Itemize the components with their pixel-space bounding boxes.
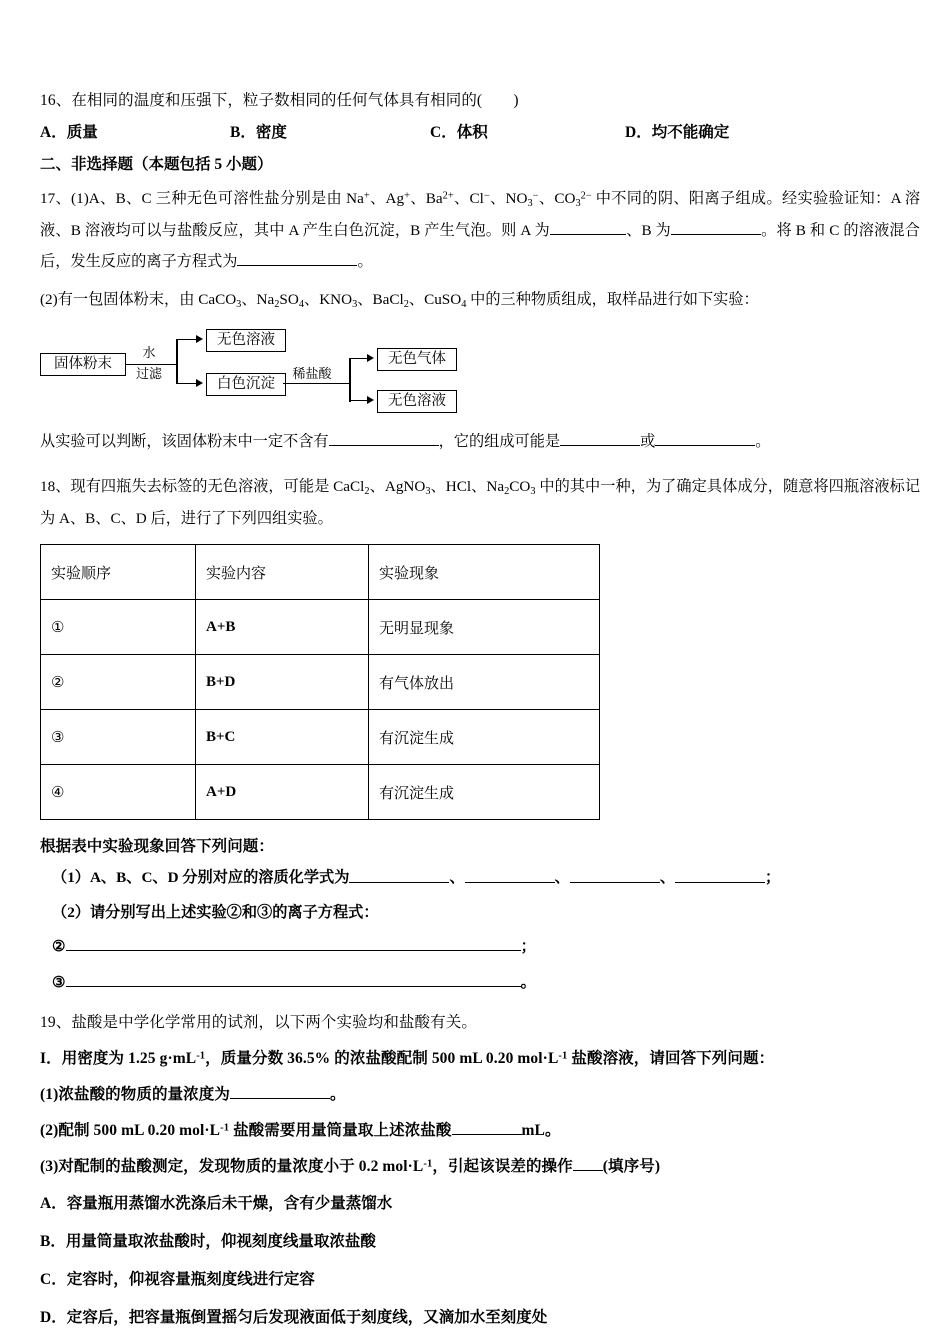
- question-19-sub2: [40, 1118, 920, 1143]
- header-experiment-content: 实验内容: [196, 545, 369, 600]
- q19-text: 盐酸是中学化学常用的试剂，以下两个实验均和盐酸有关。: [71, 1014, 477, 1032]
- blank-substance-b[interactable]: [465, 866, 555, 882]
- blank-volume[interactable]: [452, 1119, 522, 1136]
- q19-sub2-end: 。: [544, 1122, 561, 1140]
- question-17-part2: [40, 284, 920, 316]
- question-19-sub1: [40, 1082, 920, 1107]
- question-18-stem: [40, 471, 920, 534]
- answer-line-2: [40, 935, 920, 956]
- blank-answer-2[interactable]: [66, 935, 521, 951]
- ion-list: Na+、Ag+、$Ba^{2+}$、Cl−、$NO_3^-$、$CO_3^{2-}$: [346, 190, 592, 209]
- flow-line-branch1: [176, 339, 198, 341]
- blank-absent-substance[interactable]: [329, 429, 439, 445]
- blank-substance-a[interactable]: [349, 866, 449, 882]
- flow-box-colorless-solution-1: 无色溶液: [206, 329, 286, 352]
- q19-sub2-unit: mL: [521, 1122, 545, 1140]
- cell-content: A+B: [196, 600, 369, 655]
- header-experiment-phenomenon: 实验现象: [369, 545, 600, 600]
- cell-phenomenon: 无明显现象: [369, 600, 600, 655]
- table-row: [41, 710, 600, 765]
- sep-2: 、: [554, 869, 570, 887]
- question-18-number: 18、: [40, 478, 71, 496]
- question-18-sub1: [40, 866, 920, 887]
- q17-conclusion-p3: 或: [640, 432, 656, 450]
- experiment-flowchart: [40, 328, 470, 409]
- question-18-sub2: （2）请分别写出上述实验②和③的离子方程式：: [52, 903, 379, 921]
- q17-part2-suffix: 中的三种物质组成，取样品进行如下实验：: [466, 290, 759, 308]
- flow-label-dilute-hydrochloric-acid: 稀盐酸: [292, 365, 332, 381]
- header-experiment-order: 实验顺序: [41, 545, 196, 600]
- q18-stem-suffix: 中的其中一种，为了确定具体成分，随意将四瓶溶液标记为 A、B、C、D 后，进行了下列四组实验。: [40, 478, 921, 527]
- question-19-number: 19、: [40, 1014, 72, 1032]
- part-I-text: 用密度为 1.25 $g\cdot mL^{-1}$，质量分数 36.5% 的浓盐酸配制 500 mL 0.20 $mol\cdot L^{-1}$ 盐酸溶液，请回答下列问题：: [61, 1050, 775, 1068]
- question-17-conclusion: [40, 426, 920, 458]
- q19-sub1-end: 。: [329, 1086, 346, 1104]
- cell-phenomenon: 有沉淀生成: [369, 765, 600, 820]
- q19-sub2-text: (2)配制 500 mL 0.20 $mol\cdot L^{-1}$ 盐酸需要用量筒量取上述浓盐酸: [40, 1122, 452, 1140]
- flow-box-colorless-gas: 无色气体: [377, 348, 457, 371]
- flow-line-branch3: [349, 358, 369, 360]
- cell-content: A+D: [196, 765, 369, 820]
- flow-line-branch4: [349, 400, 369, 402]
- blank-answer-3[interactable]: [66, 971, 521, 987]
- flow-arrow-2: [196, 379, 203, 387]
- question-19-stem: [40, 1010, 920, 1035]
- cell-content: B+D: [196, 655, 369, 710]
- table-header-row: [41, 545, 600, 600]
- option-b[interactable]: B．密度: [230, 124, 287, 142]
- blank-a[interactable]: [550, 219, 626, 235]
- cell-order: ②: [41, 655, 196, 710]
- answer-3-end: 。: [520, 974, 536, 992]
- blank-substance-c[interactable]: [570, 866, 660, 882]
- blank-error-option[interactable]: [573, 1155, 603, 1172]
- cell-order: ①: [41, 600, 196, 655]
- cell-content: B+C: [196, 710, 369, 765]
- section-2-heading: 二、非选择题（本题包括 5 小题）: [40, 156, 273, 174]
- substance-list: CaCl$_2$、AgNO$_3$、HCl、$Na_2CO_3$: [333, 478, 536, 498]
- blank-composition-1[interactable]: [560, 429, 640, 445]
- option-a[interactable]: A．质量: [40, 124, 98, 142]
- table-row: [41, 765, 600, 820]
- question-16-number: 16、: [40, 92, 72, 109]
- cell-phenomenon: 有气体放出: [369, 655, 600, 710]
- flow-box-solid-powder: 固体粉末: [40, 353, 126, 376]
- question-19-sub3: [40, 1154, 920, 1179]
- flow-box-white-precipitate: 白色沉淀: [206, 373, 286, 396]
- table-row: [41, 655, 600, 710]
- q19-sub3-suffix: (填序号): [602, 1158, 661, 1176]
- flow-line-branch2: [176, 383, 198, 385]
- flow-line-split2: [349, 358, 351, 402]
- q18-sub1-end: ；: [765, 869, 781, 887]
- q18-sub1-prefix: （1）A、B、C、D 分别对应的溶质化学式为: [52, 869, 350, 887]
- page-content: [40, 88, 920, 1343]
- cell-phenomenon: 有沉淀生成: [369, 710, 600, 765]
- q17-part1-mid3: 。将 B 和 C 的溶液混合后，发生反应的离子方程式为: [40, 221, 920, 271]
- answer-line-3: [40, 971, 920, 992]
- question-19-option-d[interactable]: D．定容后，把容量瓶倒置摇匀后发现液面低于刻度线，又滴加水至刻度处: [40, 1308, 548, 1326]
- blank-substance-d[interactable]: [675, 866, 765, 882]
- blank-concentration[interactable]: [230, 1083, 330, 1100]
- q17-part1-end: 。: [357, 253, 373, 271]
- q17-conclusion-p4: 。: [755, 432, 771, 450]
- flow-label-water: 水: [142, 344, 156, 360]
- question-19-option-b[interactable]: B．用量筒量取浓盐酸时，仰视刻度线量取浓盐酸: [40, 1232, 376, 1250]
- compound-list: CaCO$_3$、$Na_2SO_4$、$KNO_3$、BaCl$_2$、CuSO$_4$: [198, 290, 467, 310]
- flow-arrow-3: [367, 354, 374, 362]
- question-16-options: [40, 120, 920, 142]
- flow-arrow-4: [367, 396, 374, 404]
- q17-part2-prefix: (2)有一包固体粉末，由: [40, 290, 199, 308]
- option-c[interactable]: C．体积: [430, 124, 488, 142]
- cell-order: ③: [41, 710, 196, 765]
- q18-stem-prefix: 现有四瓶失去标签的无色溶液，可能是: [70, 478, 334, 496]
- question-19-option-c[interactable]: C．定容时，仰视容量瓶刻度线进行定容: [40, 1270, 315, 1288]
- blank-ionic-equation[interactable]: [237, 250, 357, 266]
- q17-part1-mid: 中不同的阴、阳离子组成。经实验验证知：A 溶液、B 溶液均可以与盐酸反应，其中 A 产生白色沉淀，B 产生气泡。则 A 为: [40, 190, 921, 239]
- flow-line-split1: [176, 339, 178, 384]
- flow-arrow-1: [196, 335, 203, 343]
- q17-part1-mid2: 、B 为: [625, 221, 671, 239]
- flow-line-start-out: [126, 364, 178, 366]
- q17-part1-prefix: (1)A、B、C 三种无色可溶性盐分别是由: [71, 190, 347, 208]
- sep-1: 、: [449, 869, 465, 887]
- question-16-text: 在相同的温度和压强下，粒子数相同的任何气体具有相同的( ): [71, 92, 519, 109]
- option-d[interactable]: D．均不能确定: [625, 124, 730, 142]
- q17-conclusion-p2: ，它的组成可能是: [438, 432, 561, 450]
- answer-2-end: ；: [520, 937, 536, 955]
- q19-sub1-prefix: (1)浓盐酸的物质的量浓度为: [40, 1086, 230, 1104]
- flow-line-acid-out: [283, 383, 351, 385]
- table-row: [41, 600, 600, 655]
- q19-sub3-text: (3)对配制的盐酸测定，发现物质的量浓度小于 0.2 $mol\cdot L^{-1}$，引起该误差的操作: [40, 1158, 573, 1176]
- answer-3-label: ③: [52, 974, 66, 992]
- question-19-option-a[interactable]: A．容量瓶用蒸馏水洗涤后未干燥，含有少量蒸馏水: [40, 1194, 393, 1212]
- question-18-lead-in: 根据表中实验现象回答下列问题：: [40, 838, 275, 856]
- sep-3: 、: [659, 869, 675, 887]
- q17-conclusion-p1: 从实验可以判断，该固体粉末中一定不含有: [40, 432, 329, 450]
- answer-2-label: ②: [52, 937, 66, 955]
- question-19-part-I: [40, 1046, 920, 1071]
- question-17-part1: [40, 183, 920, 278]
- flow-box-colorless-solution-2: 无色溶液: [377, 390, 457, 413]
- cell-order: ④: [41, 765, 196, 820]
- blank-b[interactable]: [671, 219, 761, 235]
- flow-label-filter: 过滤: [135, 365, 162, 381]
- experiment-table: [40, 544, 600, 820]
- question-16-stem: [40, 88, 920, 113]
- part-I-label: I．: [40, 1050, 62, 1068]
- blank-composition-2[interactable]: [655, 429, 755, 445]
- question-17-number: 17、: [40, 190, 72, 208]
